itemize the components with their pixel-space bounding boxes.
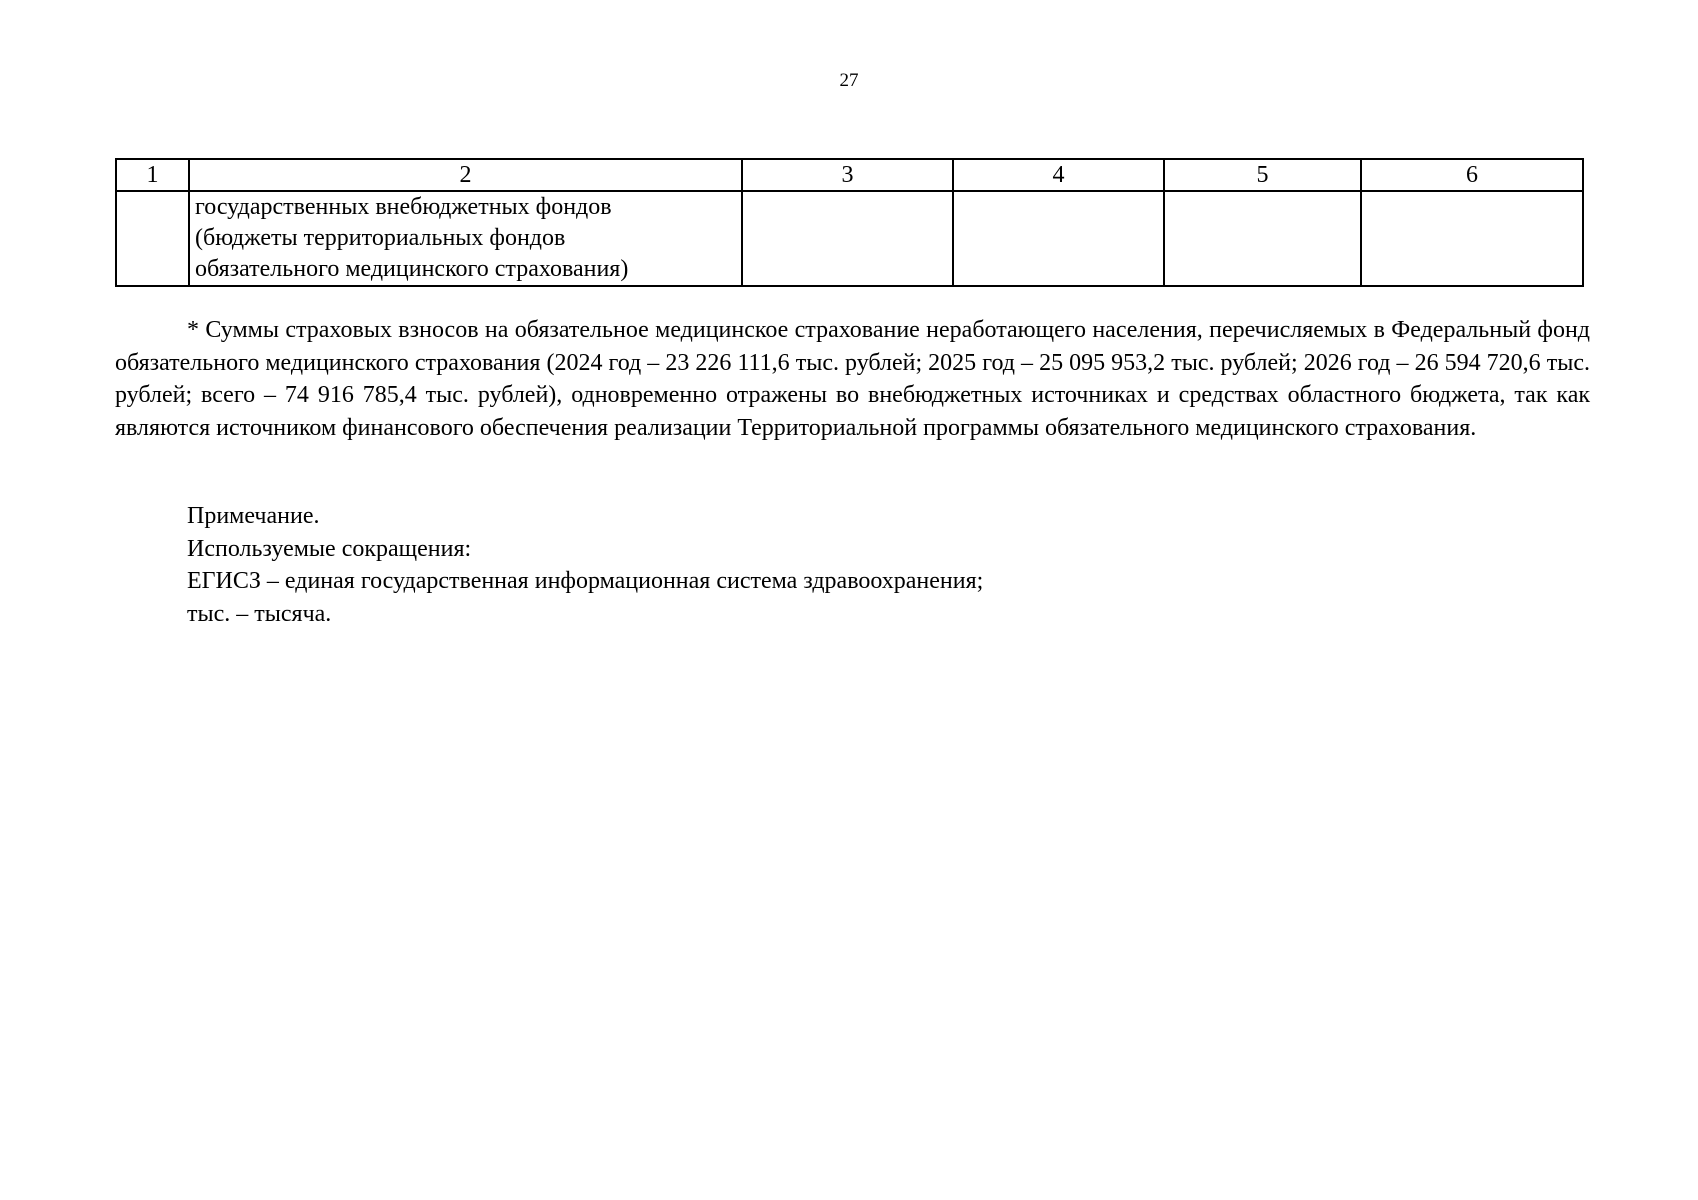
table-body: [116, 191, 1583, 286]
abbreviations-heading: Используемые сокращения:: [187, 535, 472, 562]
abbreviation-item: ЕГИСЗ – единая государственная информационная система здравоохранения;: [187, 568, 984, 594]
column-header-1: 1: [116, 159, 189, 191]
cell-text-line: обязательного медицинского страхования): [195, 256, 629, 282]
column-header-4: 4: [953, 159, 1164, 191]
table-header-row: [116, 159, 1583, 191]
column-header-2: 2: [189, 159, 742, 191]
footnote-paragraph: * Суммы страховых взносов на обязательное медицинское страхование неработающего населения, перечисляемых в Федеральный фонд обязательного медицинского страхования (2024 год – 23 226 111,6 тыс. рублей; 2025 год – 25 095 953,2 тыс. рублей; 2026 год – 26 594 720,6 тыс. рублей; всего – 74 916 785,4 тыс. рублей), одновременно отражены во внебюджетных источниках и средствах областного бюджета, так как являются источником финансового обеспечения реализации Территориальной программы обязательного медицинского страхования.: [115, 317, 1590, 441]
column-header-5: 5: [1164, 159, 1361, 191]
cell-text-line: государственных внебюджетных фондов: [195, 194, 612, 220]
note-section: [187, 500, 1487, 630]
table-cell-col2: [189, 191, 742, 286]
table-row: [116, 191, 1583, 286]
cell-text-line: (бюджеты территориальных фондов: [195, 225, 566, 251]
table-cell-col6: [1361, 191, 1583, 286]
column-header-3: 3: [742, 159, 953, 191]
table-cell-col4: [953, 191, 1164, 286]
abbreviation-item: тыс. – тысяча.: [187, 600, 332, 627]
note-title: Примечание.: [187, 503, 320, 529]
table-cell-col3: [742, 191, 953, 286]
budget-table: [115, 158, 1584, 287]
page-number: 27: [839, 70, 859, 91]
table-cell-col1: [116, 191, 189, 286]
table-header: [116, 159, 1583, 191]
table-cell-col5: [1164, 191, 1361, 286]
column-header-6: 6: [1361, 159, 1583, 191]
